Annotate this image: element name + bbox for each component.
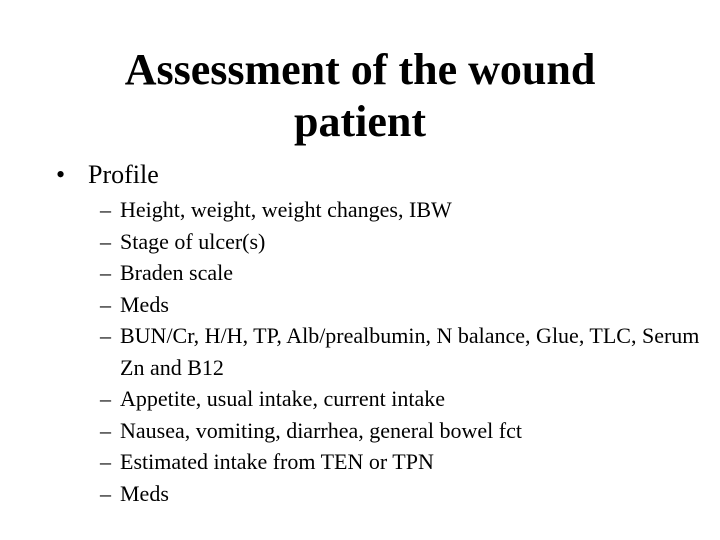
bullet-icon: • [56, 160, 66, 189]
sub-bullet-text: Appetite, usual intake, current intake [120, 386, 445, 411]
dash-icon: – [100, 449, 111, 474]
sub-bullet-text: Estimated intake from TEN or TPN [120, 449, 434, 474]
sub-bullet [100, 446, 700, 478]
sub-bullet-text: BUN/Cr, H/H, TP, Alb/prealbumin, N balance, Glue, TLC, Serum Zn and B12 [120, 323, 700, 380]
slide-title-line-1: Assessment of the wound [124, 45, 596, 94]
dash-icon: – [100, 260, 111, 285]
sub-bullet [100, 478, 700, 510]
dash-icon: – [100, 291, 111, 317]
dash-icon: – [100, 197, 111, 222]
sub-bullet [100, 194, 700, 226]
sub-bullet [100, 383, 700, 415]
bullet-profile-label: Profile [88, 160, 159, 189]
sub-bullet [100, 289, 700, 321]
dash-icon: – [100, 417, 111, 443]
dash-icon: – [100, 323, 111, 348]
slide-title-line-2: patient [294, 97, 426, 146]
sub-bullet [100, 226, 700, 258]
dash-icon: – [100, 228, 111, 254]
sub-bullet-text: Height, weight, weight changes, IBW [120, 197, 452, 222]
sub-bullet-text: Stage of ulcer(s) [120, 228, 266, 254]
slide-title [60, 44, 660, 148]
sub-bullet [100, 320, 700, 383]
sub-bullet-text: Meds [120, 291, 169, 317]
sub-bullet [100, 415, 700, 447]
sub-bullet [100, 257, 700, 289]
dash-icon: – [100, 480, 111, 506]
dash-icon: – [100, 386, 111, 411]
sub-bullet-text: Nausea, vomiting, diarrhea, general bowel fct [120, 417, 522, 443]
profile-sub-bullets [100, 194, 700, 509]
bullet-profile [56, 157, 159, 193]
sub-bullet-text: Meds [120, 480, 169, 506]
sub-bullet-text: Braden scale [120, 260, 233, 285]
